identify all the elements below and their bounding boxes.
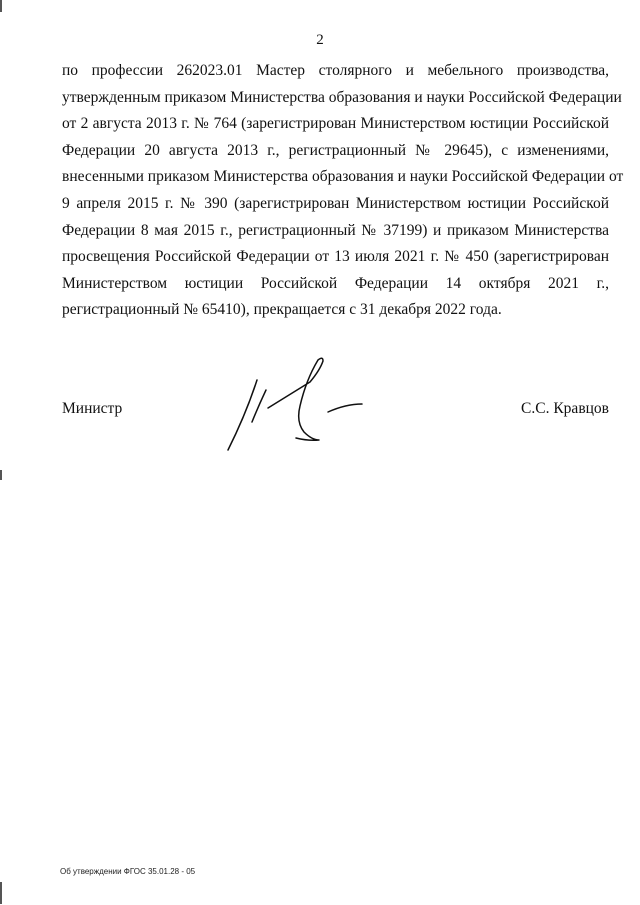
body-line-last: регистрационный № 65410), прекращается с 31 декабря 2022 года.: [62, 301, 502, 319]
footer-document-code: Об утверждении ФГОС 35.01.28 - 05: [60, 867, 196, 876]
page-number: 2: [316, 32, 324, 48]
scan-edge-mark: [0, 0, 2, 12]
body-line: 9 апреля 2015 г. № 390 (зарегистрирован Министерством юстиции Российской: [62, 194, 609, 212]
body-line: утвержденным приказом Министерства образования и науки Российской Федерации: [62, 88, 622, 106]
handwritten-signature: [222, 352, 372, 457]
body-text: [62, 58, 624, 324]
scan-edge-mark: [0, 882, 2, 904]
scan-edge-mark: [0, 470, 2, 480]
body-line: от 2 августа 2013 г. № 764 (зарегистрирован Министерством юстиции Российской: [62, 115, 609, 133]
body-line: Федерации 8 мая 2015 г., регистрационный № 37199) и приказом Министерства: [62, 221, 609, 239]
body-line: Федерации 20 августа 2013 г., регистрационный № 29645), с изменениями,: [62, 141, 609, 159]
body-line: просвещения Российской Федерации от 13 июля 2021 г. № 450 (зарегистрирован: [62, 248, 609, 266]
body-line: Министерством юстиции Российской Федерации 14 октября 2021 г.,: [62, 274, 609, 292]
body-line: по профессии 262023.01 Мастер столярного и мебельного производства,: [62, 62, 609, 79]
minister-title: Министр: [62, 400, 123, 417]
body-line: внесенными приказом Министерства образования и науки Российской Федерации от: [62, 168, 624, 186]
minister-name: С.С. Кравцов: [521, 400, 609, 417]
